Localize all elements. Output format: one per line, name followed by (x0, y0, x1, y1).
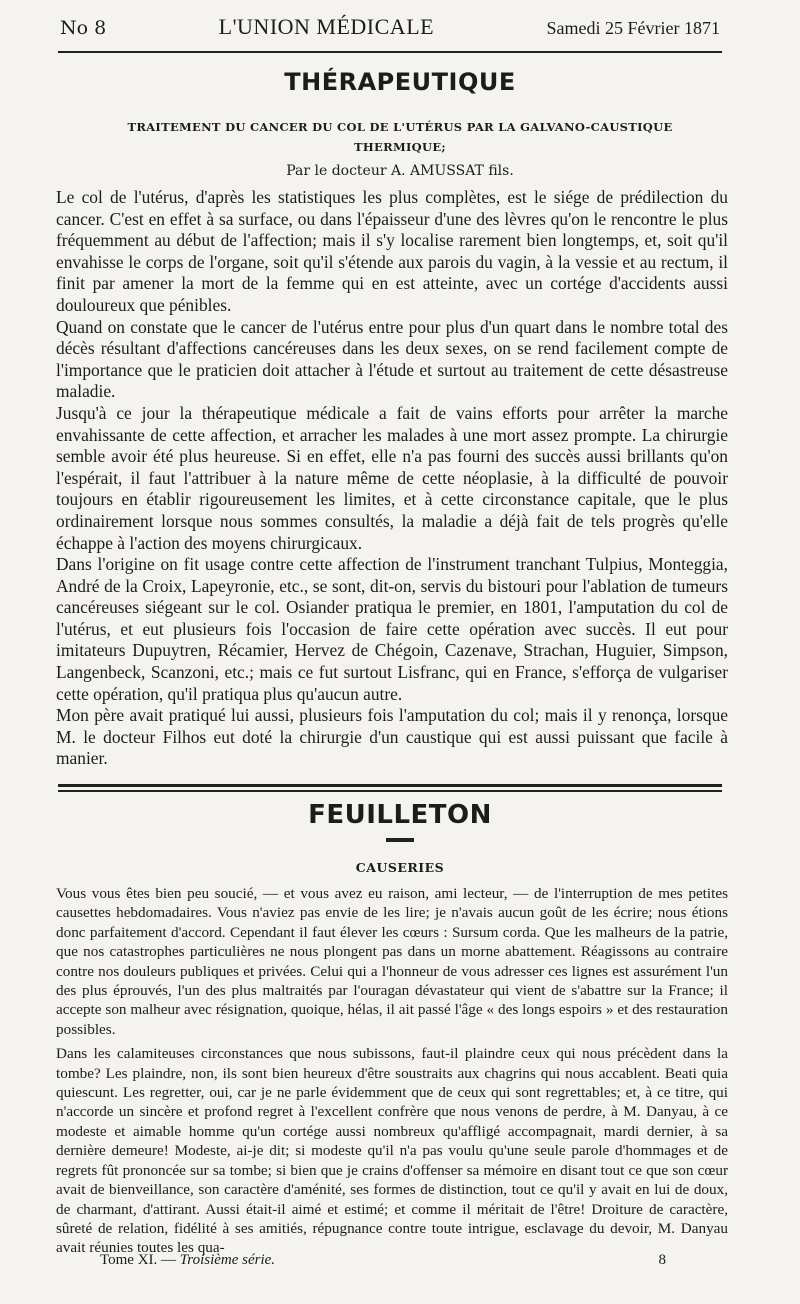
article-title: TRAITEMENT DU CANCER DU COL DE L'UTÉRUS PAR LA GALVANO-CAUSTIQUE THERMIQUE; (127, 120, 673, 154)
footer-series: Troisième série. (179, 1252, 276, 1268)
article-body (56, 187, 728, 770)
article-paragraph: Mon père avait pratiqué lui aussi, plusieurs fois l'amputation du col; mais il y renonça, lorsque M. le docteur Filhos eut doté la chirurgie d'un caustique qui est aussi puissant que facile à manier. (56, 705, 728, 769)
section-divider (58, 784, 722, 787)
page-number: 8 (658, 1252, 666, 1268)
issue-number: No 8 (60, 17, 107, 39)
feuilleton-body (56, 884, 728, 1263)
section-title-therapeutique: THÉRAPEUTIQUE (284, 68, 516, 96)
feuilleton-paragraph: Vous vous êtes bien peu soucié, — et vous avez eu raison, ami lecteur, — de l'interruption de mes petites causettes hebdomadaires. Vous n'aviez pas envie de les lire; je n'avais aucun goût de les écrire; nous étions donc parfaitement d'accord. Cependant il faut élever les cœurs : Sursum corda. Que les malheurs de la patrie, que nos catastrophes particulières ne nous plongent pas dans un morne abattement. Réagissons au contraire contre nos douleurs publiques et privées. Celui qui a l'honneur de vous adresser ces lignes est assurément l'un des plus éprouvés, l'un des plus maltraités par l'ouragan dévastateur qui vient de s'abattre sur la France; il accepte son malheur avec résignation, quoique, hélas, il ait passé l'âge « des longs espoirs » et des restauration possibles. (56, 885, 728, 1038)
article-byline: Par le docteur A. AMUSSAT fils. (286, 163, 514, 179)
article-paragraph: Quand on constate que le cancer de l'utérus entre pour plus d'un quart dans le nombre total des décès résultant d'affections cancéreuses dans les deux sexes, on se rend facilement compte de l'importance que le praticien doit attacher à l'étude et surtout au traitement de cette désastreuse maladie. (56, 316, 728, 402)
section-divider (58, 790, 722, 792)
footer-tome: Tome XI. — (100, 1252, 177, 1268)
journal-title: L'UNION MÉDICALE (218, 14, 435, 39)
page-footer (100, 1252, 666, 1276)
section-title-feuilleton: FEUILLETON (308, 800, 492, 830)
article-paragraph: Jusqu'à ce jour la thérapeutique médicale a fait de vains efforts pour arrêter la marche envahissante de cette affection, et arracher les malades à une mort assez prompte. La chirurgie semble avoir été plus heureuse. Si en effet, elle n'a pas fourni des succès aussi brillants qu'on l'espérait, il faut l'attribuer à la nature même de cette néoplasie, à la difficulté de pouvoir toujours en établir rigoureusement les limites, et à cette circonstance capitale, que le plus ordinairement lorsque nous sommes consultés, la maladie a déjà fait de tels progrès qu'elle échappe à l'action des moyens chirurgicaux. (56, 402, 728, 553)
title-ornament (386, 838, 414, 842)
article-paragraph: Dans l'origine on fit usage contre cette affection de l'instrument tranchant Tulpius, Monteggia, André de la Croix, Lapeyronie, etc., se sont, dit-on, servis du bistouri pour l'ablation de tumeurs cancéreuses siégeant sur le col. Osiander pratiqua le premier, en 1801, l'amputation du col de l'utérus, et eut plusieurs fois l'occasion de faire cette opération avec succès. Il eut pour imitateurs Dupuytren, Récamier, Hervez de Chégoin, Cazenave, Strachan, Huguier, Simpson, Langenbeck, Scanzoni, etc.; mais ce fut surtout Lisfranc, qui en France, s'efforça de vulgariser cette opération, qu'il pratiqua plus qu'aucun autre. (56, 554, 728, 704)
feuilleton-heading: CAUSERIES (355, 860, 445, 875)
feuilleton-paragraph: Dans les calamiteuses circonstances que nous subissons, faut-il plaindre ceux qui nous précèdent dans la tombe? Les plaindre, non, ils sont bien heureux d'être soustraits aux chagrins qui nous accablent. Beati quia quiescunt. Les regretter, oui, car je ne parle évidemment que de ceux qui sont regrettables; et, à ce titre, qui n'accorde un sincère et profond regret à l'excellent confrère que nous venons de perdre, à M. Danyau, à ce modeste et aimable homme qu'un cortége aussi nombreux qu'affligé accompagnait, mardi dernier, à sa dernière demeure! Modeste, ai-je dit; si modeste qu'il n'a pas voulu qu'une seule parole d'hommages et de regrets fût prononcée sur sa tombe; si bien que je crains d'offenser sa mémoire en disant tout ce que son cœur avait de bienveillance, son caractère d'aménité, ses formes de distinction, tout ce qu'il y avait en lui de doux, de charmant, d'attirant. Aussi était-il aimé et estimé; et comme il méritait de l'être! Droiture de caractère, sûreté de relation, fidélité à ses amitiés, répugnance contre toute intrigue, esclavage du devoir, M. Danyau avait réunies toutes les qua- (56, 1045, 728, 1257)
page-header (60, 14, 720, 48)
issue-date: Samedi 25 Février 1871 (546, 18, 720, 38)
header-rule (58, 51, 722, 53)
article-paragraph: Le col de l'utérus, d'après les statistiques les plus complètes, est le siége de prédilection du cancer. C'est en effet à sa surface, ou dans l'épaisseur d'une des lèvres qu'on le rencontre le plus fréquemment au début de l'affection; mais il s'y localise rarement bien longtemps, et, soit qu'il envahisse le corps de l'organe, soit qu'il s'étende aux parois du vagin, à la vessie et au rectum, il finit par amener la mort de la femme qui en est atteinte, avec un cortége d'accidents aussi douloureux que pénibles. (56, 187, 728, 315)
footer-volume (100, 1252, 275, 1269)
